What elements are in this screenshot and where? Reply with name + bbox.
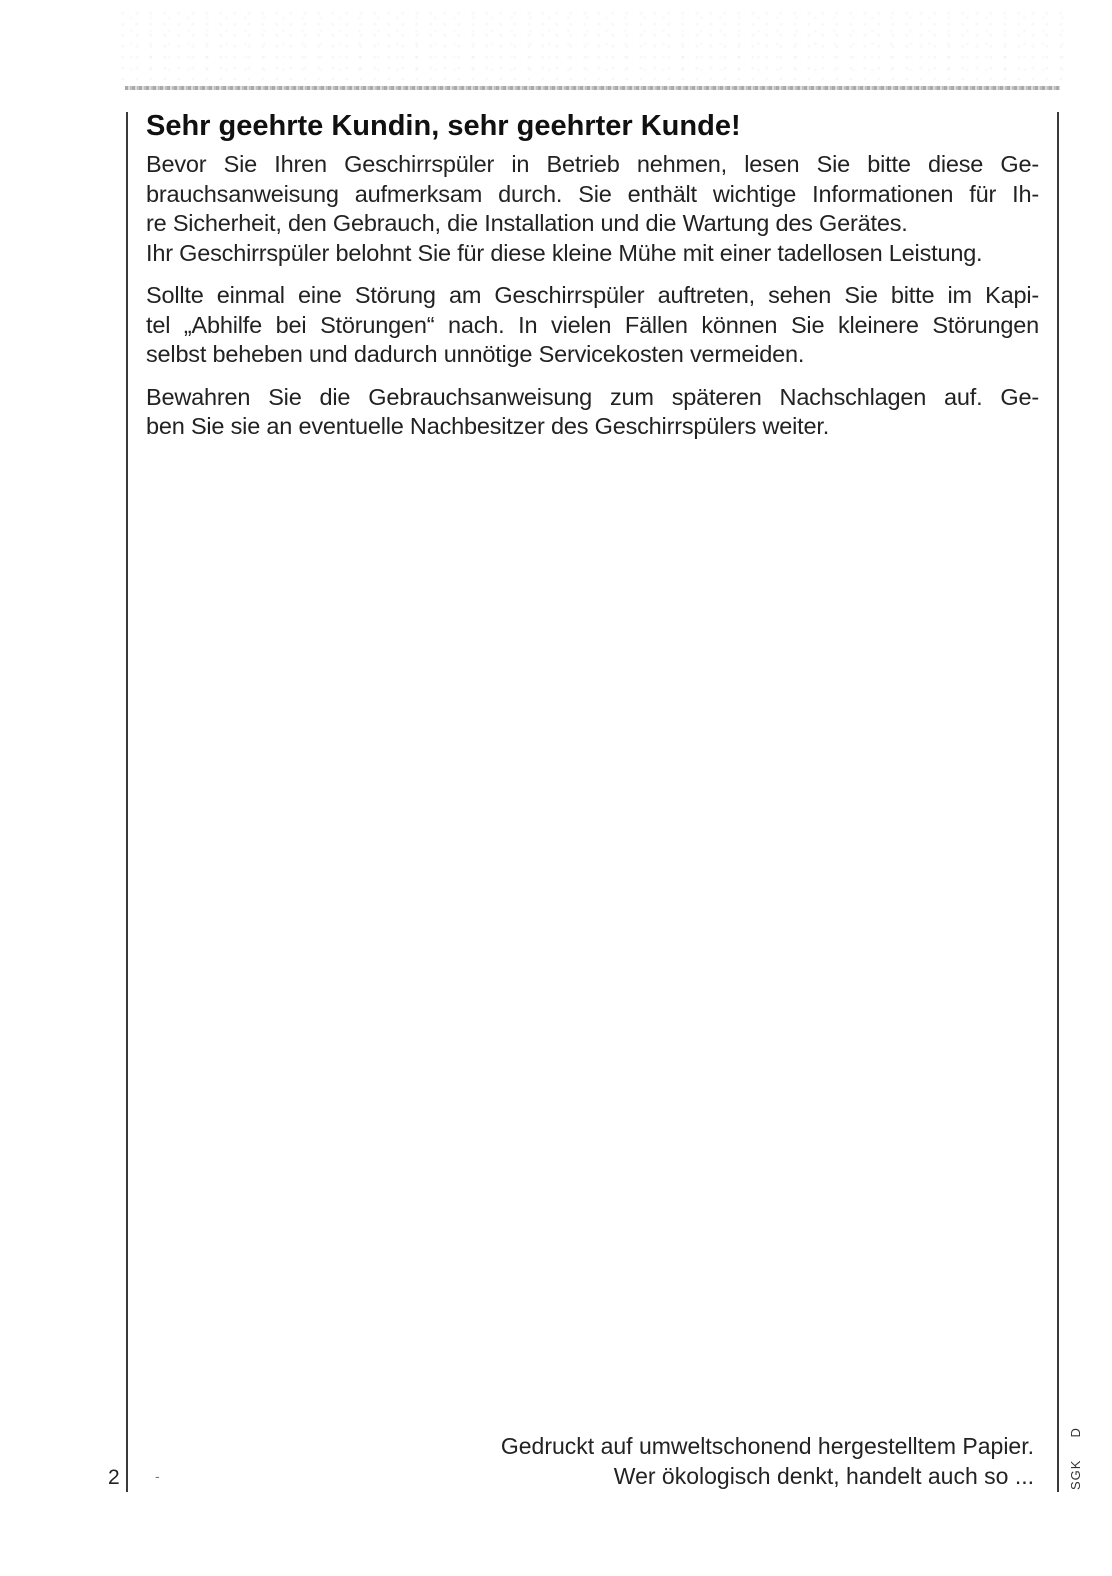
right-margin-rule xyxy=(1057,112,1059,1492)
page-title: Sehr geehrte Kundin, sehr geehrter Kunde! xyxy=(146,110,741,142)
text-line: selbst beheben und dadurch unnötige Servicekosten vermeiden. xyxy=(146,341,805,367)
scan-mark: - xyxy=(155,1468,160,1484)
text-line: ben Sie sie an eventuelle Nachbesitzer des Geschirrspülers weiter. xyxy=(146,413,830,439)
side-code-label: SGK xyxy=(1068,1459,1083,1490)
eco-note-line-1: Gedruckt auf umweltschonend hergestelltem Papier. xyxy=(500,1433,1034,1459)
eco-paper-note xyxy=(501,1431,1034,1491)
text-line: tel „Abhilfe bei Störungen“ nach. In vielen Fällen können Sie kleinere Störungen xyxy=(146,311,1039,338)
text-line: Bewahren Sie die Gebrauchsanweisung zum späteren Nachschlagen auf. Ge- xyxy=(146,383,1039,410)
left-margin-rule xyxy=(126,112,128,1492)
text-line: Bevor Sie Ihren Geschirrspüler in Betrieb nehmen, lesen Sie bitte diese Ge- xyxy=(146,151,1039,177)
page-number: 2 xyxy=(108,1466,120,1489)
scan-header-noise xyxy=(120,10,1065,80)
text-line: brauchsanweisung aufmerksam durch. Sie enthält wichtige Informationen für Ih- xyxy=(146,180,1039,207)
side-lang-label: D xyxy=(1068,1427,1083,1438)
document-body xyxy=(146,106,1039,455)
paragraph-intro xyxy=(146,150,1039,268)
top-rule xyxy=(125,86,1060,90)
paragraph-keep-manual xyxy=(146,383,1039,442)
text-line: Ihr Geschirrspüler belohnt Sie für diese kleine Mühe mit einer tadellosen Leistung. xyxy=(146,239,983,266)
text-line: Sollte einmal eine Störung am Geschirrspüler auftreten, sehen Sie bitte im Kapi- xyxy=(146,282,1039,308)
paragraph-troubleshooting xyxy=(146,281,1039,370)
eco-note-line-2: Wer ökologisch denkt, handelt auch so ... xyxy=(613,1463,1034,1489)
side-document-code xyxy=(1068,1427,1083,1490)
text-line: re Sicherheit, den Gebrauch, die Installation und die Wartung des Gerätes. xyxy=(146,210,908,236)
